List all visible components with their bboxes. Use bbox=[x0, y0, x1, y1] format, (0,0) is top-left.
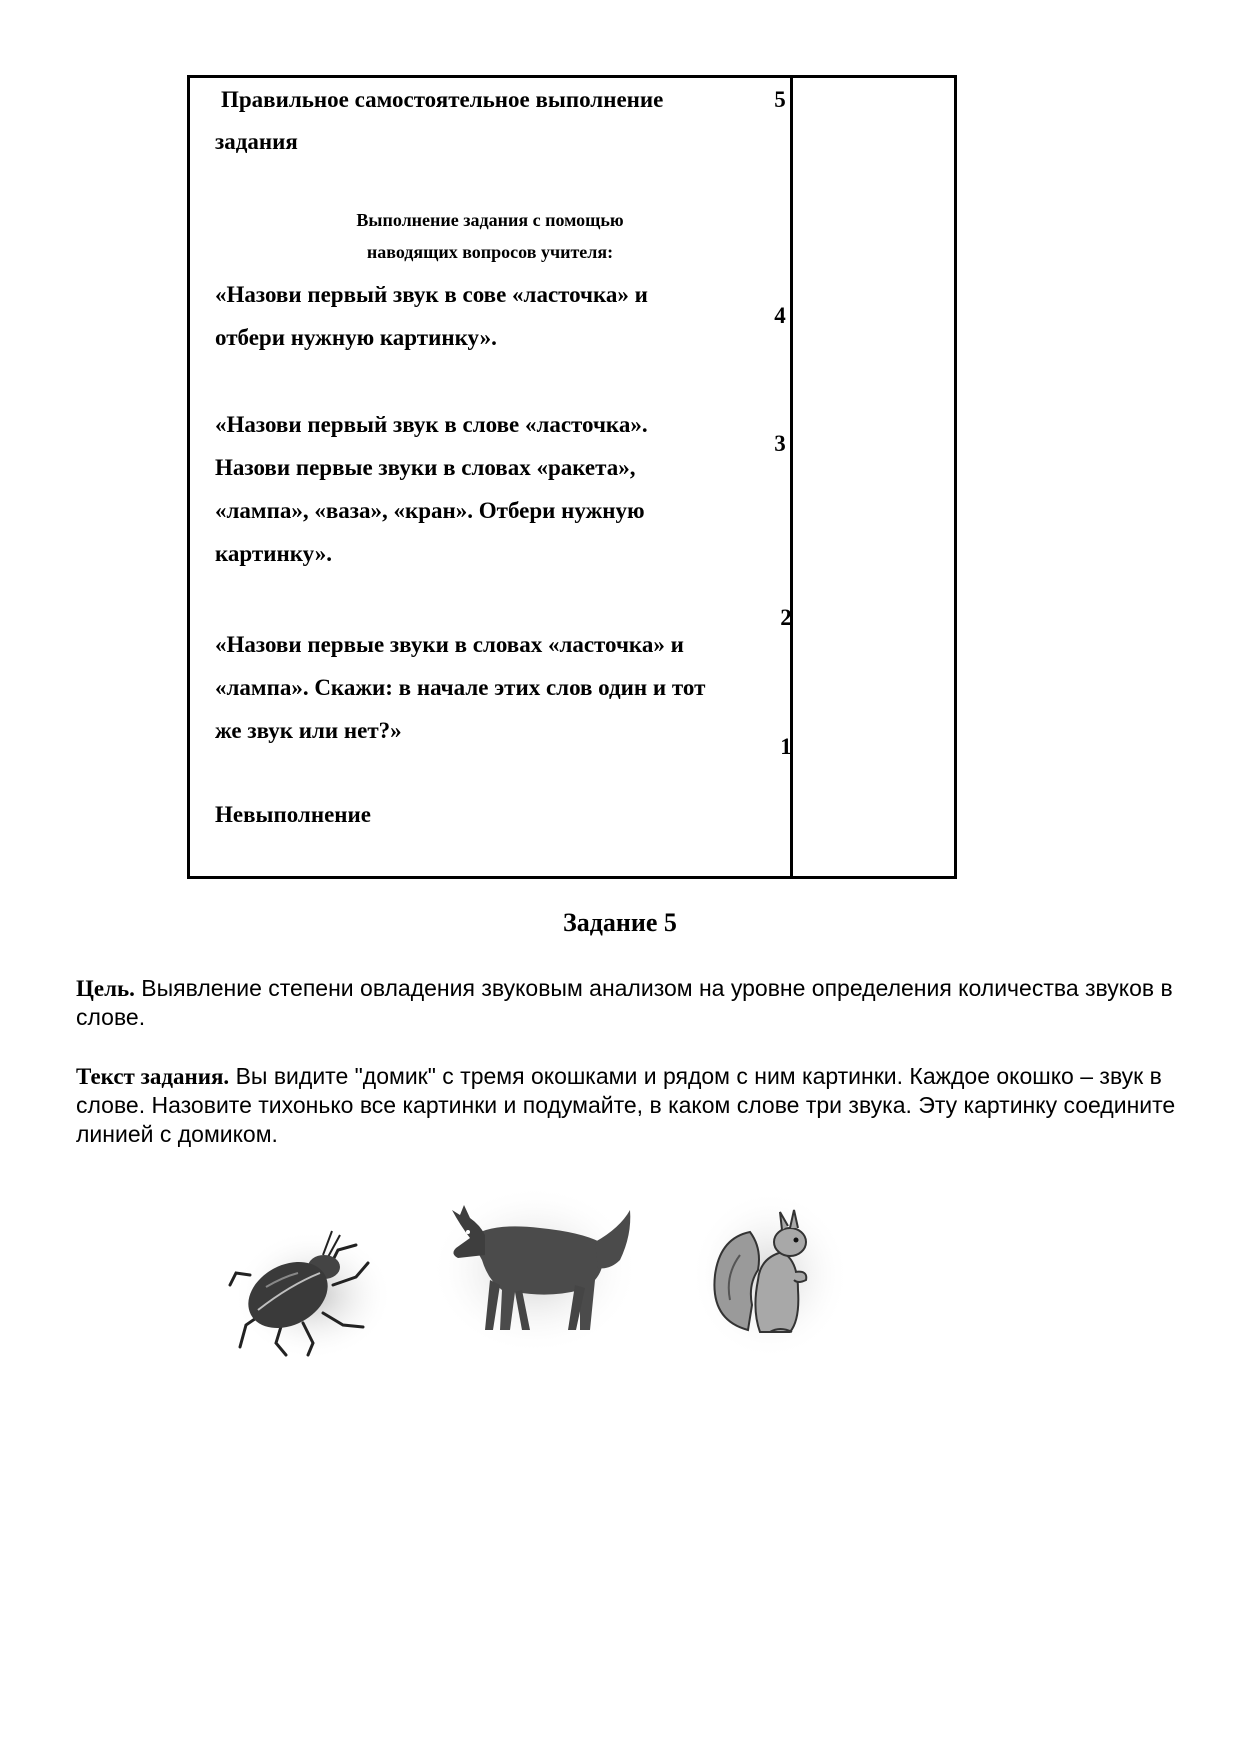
criterion-3-line2: Назови первые звуки в словах «ракета», bbox=[215, 455, 636, 480]
score-3: 3 bbox=[774, 431, 786, 456]
beetle-picture bbox=[228, 1215, 388, 1360]
squirrel-picture bbox=[690, 1180, 850, 1360]
score-5: 5 bbox=[774, 87, 786, 112]
score-4: 4 bbox=[774, 303, 786, 328]
task-text-label: Текст задания. bbox=[76, 1064, 230, 1089]
task-text-paragraph bbox=[76, 1062, 1176, 1149]
hint-header-line2: наводящих вопросов учителя: bbox=[366, 242, 614, 262]
criterion-2-line1: «Назови первые звуки в словах «ласточка» и bbox=[215, 632, 684, 657]
criterion-4-line2: отбери нужную картинку». bbox=[215, 325, 497, 350]
score-table bbox=[187, 75, 957, 879]
score-2: 2 bbox=[780, 605, 792, 630]
criterion-5-line2: задания bbox=[215, 129, 298, 154]
hint-header-line1: Выполнение задания с помощью bbox=[356, 210, 624, 230]
criterion-3-line1: «Назови первый звук в слове «ласточка». bbox=[215, 412, 648, 437]
criterion-3-line3: «лампа», «ваза», «кран». Отбери нужную bbox=[215, 498, 645, 523]
score-1: 1 bbox=[780, 734, 792, 759]
criterion-2-line3: же звук или нет?» bbox=[215, 718, 402, 743]
criterion-fail: Невыполнение bbox=[215, 802, 372, 827]
criterion-5-line1: Правильное самостоятельное выполнение bbox=[221, 87, 664, 112]
goal-text: Выявление степени овладения звуковым анализом на уровне определения количества звуков в слове. bbox=[76, 975, 1173, 1030]
criterion-3-line4: картинку». bbox=[215, 541, 332, 566]
goal-label: Цель. bbox=[76, 976, 135, 1001]
wolf-picture bbox=[430, 1180, 640, 1360]
goal-paragraph bbox=[76, 974, 1176, 1032]
task-text-body: Вы видите "домик" с тремя окошками и рядом с ним картинки. Каждое окошко – звук в слове. Назовите тихонько все картинки и подумайте, в каком слове три звука. Эту картинку соедините линией с домиком. bbox=[76, 1063, 1176, 1147]
task-title: Задание 5 bbox=[563, 908, 677, 937]
criterion-4-line1: «Назови первый звук в сове «ласточка» и bbox=[215, 282, 648, 307]
criterion-2-line2: «лампа». Скажи: в начале этих слов один и тот bbox=[215, 675, 706, 700]
